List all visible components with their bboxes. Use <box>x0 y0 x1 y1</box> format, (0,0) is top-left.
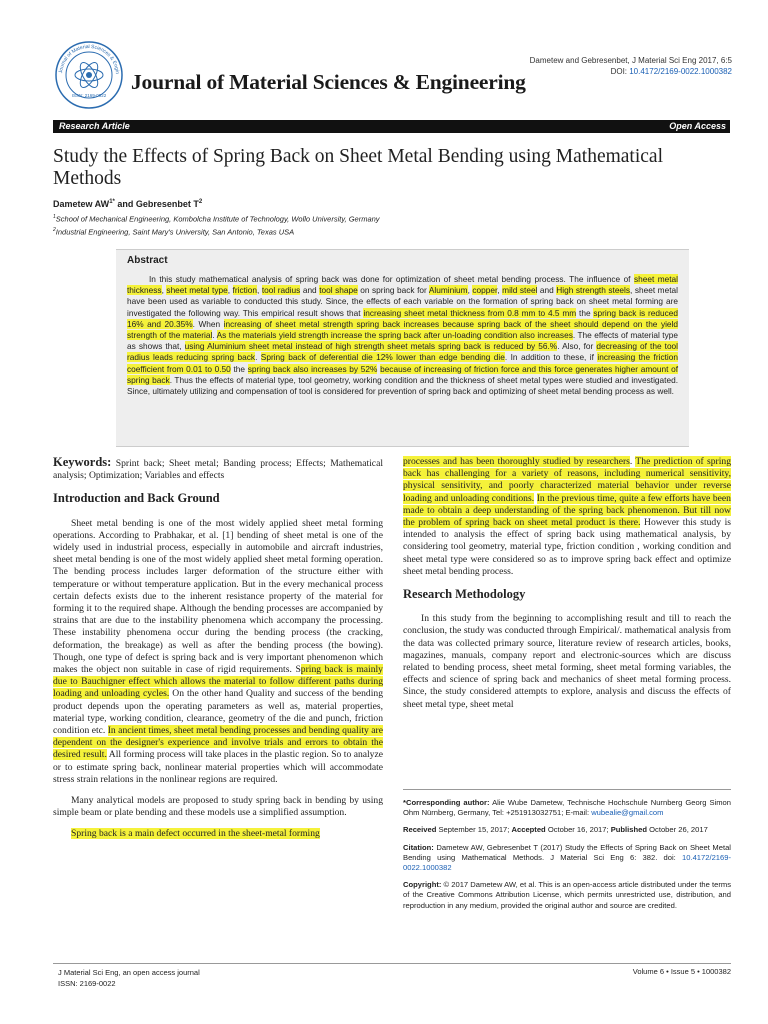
footer-volume: Volume 6 • Issue 5 • 1000382 <box>632 967 731 976</box>
abstract-box <box>116 249 689 447</box>
intro-paragraph-1: Sheet metal bending is one of the most widely applied sheet metal forming operations. According to Prabhakar, et al. [1] bending of sheet metal is one of the widely used in industrial process, especially in automobile and aircraft industries, sheet metal bending is one of the most widely applied sheet metal forming operation. The bending process includes larger deformation of the structure either with temperature or without temperature application. But in the every mechanical process certain defects exists due to the inherent resistance property of the material for forming it to the required shape. Although the bending processes are accompanied by strains that are due to the instability phenomena which accompany the processing. These instability phenomena occur during the bending process (the cracking, deformation, the breakage) as well as after the bending process (the bowing). Though, one type of defect is spring back and is very important phenomenon which makes the object non suitable in case of rigid requirements. Spring back is mainly due to Bauchigner effect which allows the material to follow different paths during loading and unloading cycles. On the other hand Quality and success of the bending product depends upon the operating parameters as well as, material properties, material type, working condition, clearance, geometry of the die and punch, friction condition etc. In ancient times, sheet metal bending processes and bending quality are dependent on the designer's experience and involve trials and errors to obtain the desired result. All forming process will take places in the plastic region. So to analyze or to estimate spring back, nonlinear material properties which will accommodate stress strain relations in the nonlinear regions are required. <box>53 517 383 785</box>
open-access-label: Open Access <box>669 121 726 131</box>
citation: Citation: Dametew AW, Gebresenbet T (2017) Study the Effects of Spring Back on Sheet Metal Bending using Mathematical Methods. J Material Sci Eng 6: 382. doi: 10.4172/2169-0022.1000382 <box>403 842 731 873</box>
intro-paragraph-2: Many analytical models are proposed to study spring back in bending by using simple beam or plate bending and these models use a simplified assumption. <box>53 795 383 819</box>
intro-continued: processes and has been thoroughly studied by researchers. The prediction of spring back has challenging for a variety of reasons, including numerical sensitivity, physical sensitivity, and poorly characterized material behavior under reverse loading and unloading conditions. In the previous time, quite a few efforts have been made to obtain a deep understanding of the spring back phenomenon. But till now the problem of spring back on sheet metal product is there. However this study is intended to analysis the effect of spring back using mathematical analysis, by considering tool geometry, material type, friction condition , working condition and sheet metal type were considered so as to improve spring back effect and optimize sheet metal bending process. <box>403 456 732 577</box>
doi-link[interactable]: 10.4172/2169-0022.1000382 <box>629 67 732 76</box>
correspondence-box <box>403 789 731 918</box>
methodology-paragraph: In this study from the beginning to accomplishing result and till to reach the conclusion, the study was conducted through Empirical/. mathematical analysis from the data was collected primary source, literature review of research articles, books, magazines, manuals, company report and electronic-sources which are discuss related to bending process, sheet metal forming, sheet metal forming variables, the effects and science of spring back and mechanics of sheet metal forming process. Since, the study considered attempts to explore, analysis and discuss the effects of sheet metal type, sheet metal <box>403 613 731 710</box>
research-article-label: Research Article <box>59 121 130 131</box>
journal-title: Journal of Material Sciences & Engineering <box>131 70 526 94</box>
right-column <box>403 456 731 720</box>
affiliation-1: $^1$School of Mechanical Engineering, Kombolcha Institute of Technology, Wollo University, Germany <box>53 214 380 224</box>
abstract-text: In this study mathematical analysis of spring back was done for optimization of sheet metal bending process. The influence of sheet metal thickness, sheet metal type, friction, tool radius and tool shape on spring back for Aluminium, copper, mild steel and High strength steels, sheet metal have been used as variable to conducted this study. Since, the effects of each variable on the formation of spring back on sheet metal forming are investigated the following way. This empirical result shows that increasing sheet metal thickness from 0.8 mm to 4.5 mm the spring back is reduced 16% and 20.35%. When increasing of sheet metal strength spring back increases because spring back of the sheet should depend on the yield strength of the material. As the materials yield strength increase the spring back after un-loading condition also increases. The effects of material type as shows that, using Aluminium sheet metal instead of high strength sheet metals spring back is reduced by 56.%. Also, for decreasing of the tool radius leads reducing spring back. Spring back of deferential die 12% lower than edge bending die. In addition to these, if increasing the friction coefficient from 0.01 to 0.50 the spring back also increases by 52% because of increasing of friction force and this force generates higher amount of spring back. Thus the effects of material type, tool geometry, working condition and the thickness of sheet metal types were studied and investigated. Since, ultimately utilizing and compensation of tool is considered for prevention of spring back and optimizing of sheet metal bending process as well. <box>127 274 679 397</box>
svg-text:ISSN: 2169-0022: ISSN: 2169-0022 <box>71 93 107 98</box>
email-link[interactable]: wubealie@gmail.com <box>591 808 664 818</box>
footer-divider <box>53 963 731 964</box>
footer-left <box>58 967 200 989</box>
abstract-heading: Abstract <box>127 255 168 266</box>
footer-issn: ISSN: 2169-0022 <box>58 979 116 988</box>
affiliations <box>53 212 380 237</box>
affiliation-2: $^2$Industrial Engineering, Saint Mary's University, San Antonio, Texas USA <box>53 226 295 236</box>
svg-text:Journal of Material Sciences &: Journal of Material Sciences & Engin <box>58 43 121 75</box>
article-type-bar <box>53 120 730 133</box>
journal-logo <box>54 40 124 110</box>
methodology-heading: Research Methodology <box>403 587 526 602</box>
paper-title: Study the Effects of Spring Back on Sheet Metal Bending using Mathematical Methods <box>53 146 663 189</box>
copyright: Copyright: © 2017 Dametew AW, et al. This is an open-access article distributed under the terms of the Creative Commons Attribution License, which permits unrestricted use, distribution, and reproduction in any medium, provided the original author and source are credited. <box>403 880 731 910</box>
header-citation: Dametew and Gebresenbet, J Material Sci Eng 2017, 6:5 DOI: 10.4172/2169-0022.1000382 <box>529 56 732 76</box>
footer-journal: J Material Sci Eng, an open access journal <box>58 968 200 977</box>
intro-heading: Introduction and Back Ground <box>53 491 220 506</box>
authors: Dametew $AW^{1*}$ and Gebresenbet $T^2$ <box>53 199 203 209</box>
corresponding-author: *Corresponding author: Alie Wube Dametew, Technische Hochschule Nurnberg Georg Simon Ohm Nürnberg, Germany, Tel: +251913032751; E-mail: wubealie@gmail.com <box>403 798 732 818</box>
keywords: Keywords: Sprint back; Sheet metal; Banding process; Effects; Mathematical analysis; Optimization; Variables and effects <box>53 455 383 482</box>
left-column <box>53 456 383 850</box>
intro-paragraph-3: Spring back is a main defect occurred in the sheet-metal forming <box>71 828 320 840</box>
header-citation-line: Dametew and Gebresenbet, J Material Sci Eng 2017, 6:5 <box>529 56 732 65</box>
citation-doi-link[interactable]: 10.4172/2169-0022.1000382 <box>403 852 731 873</box>
dates: Received September 15, 2017; Accepted October 16, 2017; Published October 26, 2017 <box>403 825 708 835</box>
